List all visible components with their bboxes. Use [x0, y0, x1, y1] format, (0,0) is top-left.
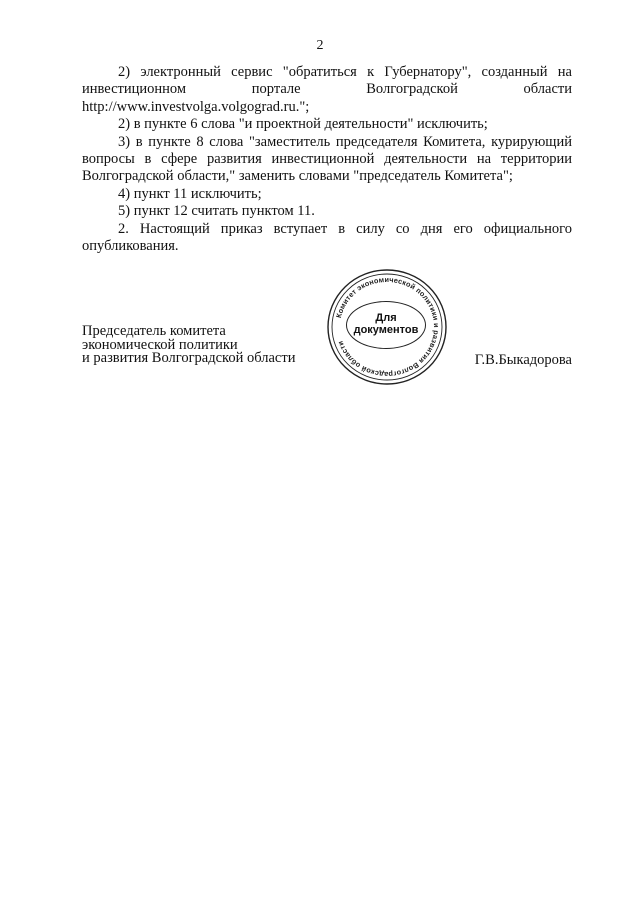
signature-position-line-1: Председатель комитета: [82, 323, 226, 339]
stamp-center-line-1: Для: [375, 312, 397, 324]
paragraph-3: 3) в пункте 8 слова "заместитель председателя Комитета, курирующий вопросы в сфере развития инвестиционной деятельности на территории Волгоградской области," заменить словами "председатель Комитета";: [82, 133, 572, 185]
signature-position: [82, 325, 295, 366]
paragraph-6: 2. Настоящий приказ вступает в силу со дня его официального опубликования.: [82, 220, 572, 255]
signatory-name: Г.В.Быкадорова: [474, 352, 572, 368]
stamp-center-line-2: документов: [353, 324, 419, 336]
official-stamp: [326, 268, 448, 386]
document-body: [82, 64, 572, 255]
stamp-center: [346, 301, 426, 349]
paragraph-1-text: 2) электронный сервис "обратиться к Губернатору", созданный на инвестиционном портале Волгоградской области http://www.investvolga.volgograd.ru.";: [82, 64, 572, 115]
signature-position-line-2: экономической политики: [82, 336, 238, 353]
signature-position-line-3: и развития Волгоградской области: [82, 350, 296, 366]
svg-text:Комитет экономической политики: Комитет экономической политики и развития Волгоградской области: [334, 274, 442, 380]
paragraph-2: 2) в пункте 6 слова "и проектной деятельности" исключить;: [118, 116, 488, 133]
paragraph-4: 4) пункт 11 исключить;: [118, 185, 262, 202]
paragraph-5: 5) пункт 12 считать пунктом 11.: [118, 203, 315, 220]
page-number: 2: [316, 38, 324, 53]
paragraph-1-part-a: [82, 64, 572, 116]
